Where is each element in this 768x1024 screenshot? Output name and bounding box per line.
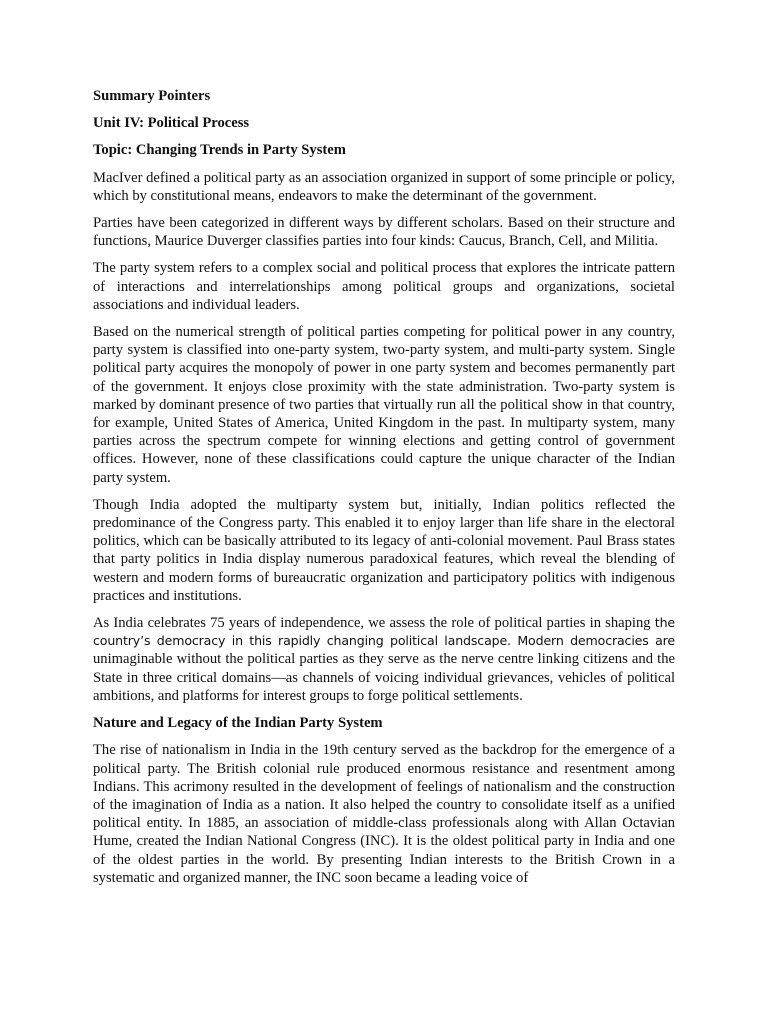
topic-heading: Topic: Changing Trends in Party System: [93, 142, 346, 159]
paragraph-congress-predominance: Though India adopted the multiparty system but, initially, Indian politics reflected the predominance of the Congress party. This enabled it to enjoy larger than life share in the electoral politics, which can be basically attributed to its legacy of anti-colonial movement. Paul Brass states that party politics in India display numerous paradoxical features, which reveal the blending of western and modern forms of bureaucratic organization and participatory politics with indigenous practices and institutions.: [93, 496, 675, 604]
paragraph-party-system: The party system refers to a complex social and political process that explores the intricate pattern of interactions and interrelationships among political groups and organizations, societal associations and individual leaders.: [93, 260, 675, 313]
nature-legacy-heading: Nature and Legacy of the Indian Party System: [93, 715, 383, 732]
paragraph-maciver: MacIver defined a political party as an association organized in support of some principle or policy, which by constitutional means, endeavors to make the determinant of the government.: [93, 169, 675, 204]
paragraph-duverger: Parties have been categorized in different ways by different scholars. Based on their structure and functions, Maurice Duverger classifies parties into four kinds: Caucus, Branch, Cell, and Militia.: [93, 215, 675, 250]
summary-heading: Summary Pointers: [93, 88, 211, 104]
document-page: [93, 87, 675, 896]
unit-heading: Unit IV: Political Process: [93, 115, 250, 132]
paragraph-independence-line-1: As India celebrates 75 years of independence, we assess the role of political parties in shaping: [93, 615, 651, 632]
paragraph-independence: [93, 614, 675, 705]
paragraph-classification: Based on the numerical strength of political parties competing for political power in any country, party system is classified into one-party system, two-party system, and multi-party system. Single political party acquires the monopoly of power in one party system and becomes permanently part of the government. It enjoys close proximity with the state administration. Two-party system is marked by dominant presence of two parties that virtually run all the political show in that country, for example, United States of America, United Kingdom in the past. In multiparty system, many parties across the spectrum compete for winning elections and getting control of government offices. However, none of these classifications could capture the unique character of the Indian party system.: [93, 324, 675, 486]
paragraph-independence-line-2: the country’s democracy in this rapidly changing political landscape. Modern democracies are: [93, 615, 675, 649]
paragraph-independence-rest: unimaginable without the political parties as they serve as the nerve centre linking citizens and the State in three critical domains—as channels of voicing individual grievances, vehicles of political ambitions, and platforms for interest groups to forge political settlements.: [93, 651, 675, 704]
paragraph-nationalism: The rise of nationalism in India in the 19th century served as the backdrop for the emergence of a political party. The British colonial rule produced enormous resistance and resentment among Indians. This acrimony resulted in the development of feelings of nationalism and the construction of the imagination of India as a nation. It also helped the country to consolidate itself as a unified political entity. In 1885, an association of middle-class professionals along with Allan Octavian Hume, created the Indian National Congress (INC). It is the oldest political party in India and one of the oldest parties in the world. By presenting Indian interests to the British Crown in a systematic and organized manner, the INC soon became a leading voice of: [93, 742, 675, 886]
